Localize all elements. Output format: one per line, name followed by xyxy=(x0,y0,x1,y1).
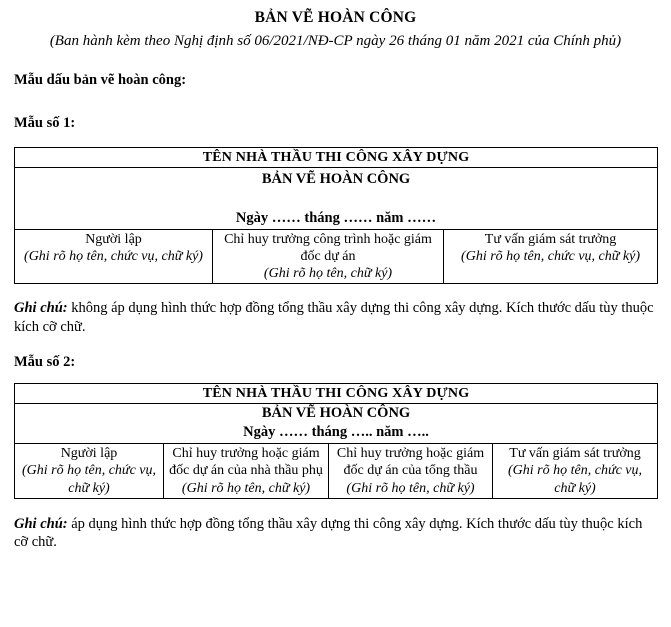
form1-col-1-hint: (Ghi rõ họ tên, chức vụ, chữ ký) xyxy=(24,248,203,264)
form2-subheader-cell xyxy=(15,403,658,443)
table-row xyxy=(15,148,658,168)
form2-col-4-role: Tư vấn giám sát trưởng xyxy=(509,446,641,462)
form1-col-3 xyxy=(444,229,658,283)
form2-note xyxy=(14,515,657,553)
form2-table xyxy=(14,383,658,499)
spacer-after-form1-note xyxy=(14,337,657,354)
form2-subheader-text: BẢN VẼ HOÀN CÔNG xyxy=(261,404,411,421)
form2-label: Mẫu số 2: xyxy=(14,353,76,370)
spacer-before-form2-table xyxy=(14,371,657,383)
spacer-after-form2-table xyxy=(14,499,657,515)
form1-col-2-hint: (Ghi rõ họ tên, chữ ký) xyxy=(263,265,393,281)
form2-header-cell: TÊN NHÀ THẦU THI CÔNG XÂY DỰNG xyxy=(15,383,658,403)
form2-col-2-hint: (Ghi rõ họ tên, chữ ký) xyxy=(181,480,311,496)
form2-col-2 xyxy=(164,444,329,498)
form2-col-1 xyxy=(15,444,164,498)
table-row xyxy=(15,229,658,283)
form2-note-text: áp dụng hình thức hợp đồng tổng thầu xây dựng thi công xây dựng. Kích thước dấu tùy thuộc kích cỡ chữ. xyxy=(14,515,643,551)
table-row xyxy=(15,383,658,403)
form1-col-1 xyxy=(15,229,213,283)
form2-date-line: Ngày …… tháng ….. năm ….. xyxy=(243,423,429,440)
form1-label: Mẫu số 1: xyxy=(14,114,76,131)
document-page xyxy=(0,9,671,627)
form1-header-cell: TÊN NHÀ THẦU THI CÔNG XÂY DỰNG xyxy=(15,148,658,168)
form1-col-2-role: Chỉ huy trưởng công trình hoặc giám đốc dự án xyxy=(224,231,432,264)
stamp-section-label: Mẫu dấu bản vẽ hoàn công: xyxy=(14,72,187,89)
spacer-before-form1-table xyxy=(14,132,657,147)
form2-col-4-hint: (Ghi rõ họ tên, chức vụ, chữ ký) xyxy=(508,463,643,496)
form1-col-1-role: Người lập xyxy=(85,231,142,247)
table-row xyxy=(15,403,658,443)
form2-col-3 xyxy=(329,444,493,498)
form2-col-3-hint: (Ghi rõ họ tên, chữ ký) xyxy=(346,480,475,496)
form2-col-1-hint: (Ghi rõ họ tên, chức vụ, chữ ký) xyxy=(22,463,156,496)
form1-col-3-hint: (Ghi rõ họ tên, chức vụ, chữ ký) xyxy=(461,248,640,264)
page-title: BẢN VẼ HOÀN CÔNG xyxy=(254,9,417,26)
form1-date-line: Ngày …… tháng …… năm …… xyxy=(235,209,437,226)
form2-note-label: Ghi chú: xyxy=(14,515,68,532)
table-row xyxy=(15,444,658,498)
form1-subheader-cell xyxy=(15,168,658,229)
form1-col-3-role: Tư vấn giám sát trưởng xyxy=(484,231,617,247)
form1-note-label: Ghi chú: xyxy=(14,299,68,316)
form1-note-text: không áp dụng hình thức hợp đồng tổng thầu xây dựng thi công xây dựng. Kích thước dấu tùy thuộc kích cỡ chữ. xyxy=(14,299,654,335)
form2-col-2-role: Chỉ huy trưởng hoặc giám đốc dự án của nhà thầu phụ xyxy=(169,446,323,479)
page-subtitle: (Ban hành kèm theo Nghị định số 06/2021/NĐ-CP ngày 26 tháng 01 năm 2021 của Chính phủ) xyxy=(49,32,622,49)
form1-table xyxy=(14,147,658,284)
form1-subheader-text: BẢN VẼ HOÀN CÔNG xyxy=(261,171,411,188)
table-row xyxy=(15,168,658,229)
form2-col-4 xyxy=(493,444,658,498)
spacer-after-form1-table xyxy=(14,284,657,299)
form1-col-2 xyxy=(213,229,444,283)
form2-col-1-role: Người lập xyxy=(60,446,118,462)
form1-note xyxy=(14,299,657,337)
form2-col-3-role: Chỉ huy trưởng hoặc giám đốc dự án của tổng thầu xyxy=(336,446,485,479)
